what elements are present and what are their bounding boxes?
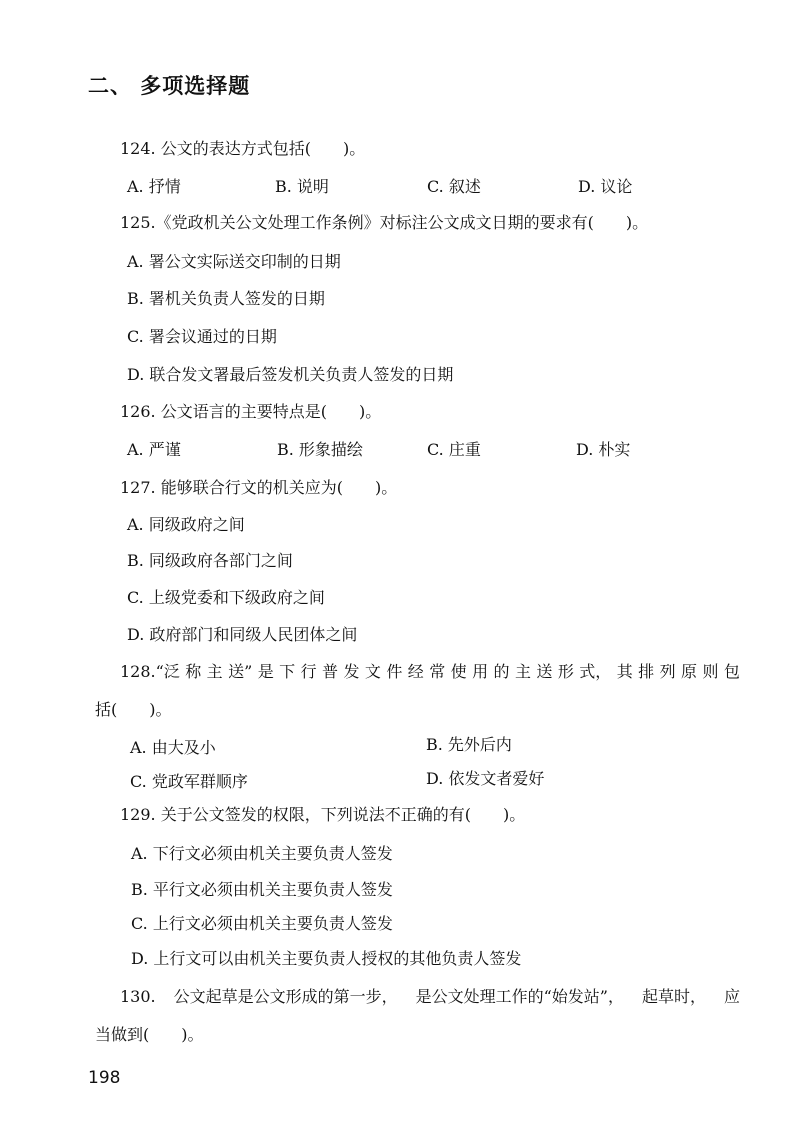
stem-word: 用 [472, 662, 489, 681]
question-125-stem: 125.《党政机关公文处理工作条例》对标注公文成文日期的要求有( )。 [120, 213, 649, 232]
question-124-option-b: B. 说明 [275, 177, 329, 196]
page-number: 198 [88, 1068, 121, 1088]
question-129-option-a: A. 下行文必须由机关主要负责人签发 [131, 844, 393, 863]
stem-word: 其 [616, 662, 633, 681]
question-125-option-c: C. 署会议通过的日期 [127, 327, 277, 346]
stem-word: 是公文处理工作的“始发站”， [415, 987, 624, 1006]
stem-word: 送 [536, 662, 553, 681]
stem-word: 128.“泛 [120, 662, 180, 681]
stem-word: 发 [343, 662, 360, 681]
question-128-option-c: C. 党政军群顺序 [130, 772, 248, 791]
stem-word: 形 [557, 662, 574, 681]
stem-word: 包 [723, 662, 740, 681]
stem-word: 公文起草是公文形成的第一步， [173, 987, 398, 1006]
question-125-option-b: B. 署机关负责人签发的日期 [127, 289, 325, 308]
question-128-option-a: A. 由大及小 [130, 738, 216, 757]
question-124-option-d: D. 议论 [578, 177, 633, 196]
stem-word: 起草时， [641, 987, 706, 1006]
question-126-option-d: D. 朴实 [576, 440, 631, 459]
stem-word: 应 [723, 987, 740, 1006]
question-125-option-d: D. 联合发文署最后签发机关负责人签发的日期 [127, 365, 454, 384]
stem-word: 文 [364, 662, 381, 681]
stem-word: 的 [493, 662, 510, 681]
stem-word: 使 [450, 662, 467, 681]
stem-word: 130. [120, 987, 156, 1006]
stem-word: 称 [185, 662, 202, 681]
question-126-option-c: C. 庄重 [427, 440, 481, 459]
section-title: 二、 多项选择题 [88, 74, 251, 98]
question-128-option-b: B. 先外后内 [426, 735, 512, 754]
stem-word: 常 [429, 662, 446, 681]
question-129-option-c: C. 上行文必须由机关主要负责人签发 [131, 914, 393, 933]
stem-word: 原 [681, 662, 698, 681]
stem-word: 是 [257, 662, 274, 681]
question-126-option-b: B. 形象描绘 [277, 440, 363, 459]
question-129-option-b: B. 平行文必须由机关主要负责人签发 [131, 880, 393, 899]
question-127-option-a: A. 同级政府之间 [127, 515, 245, 534]
question-127-option-d: D. 政府部门和同级人民团体之间 [127, 625, 358, 644]
question-127-stem: 127. 能够联合行文的机关应为( )。 [120, 478, 398, 497]
question-125-option-a: A. 署公文实际送交印制的日期 [127, 252, 341, 271]
question-127-option-b: B. 同级政府各部门之间 [127, 551, 293, 570]
stem-word: 普 [322, 662, 339, 681]
stem-word: 式， [579, 662, 612, 681]
stem-word: 则 [702, 662, 719, 681]
stem-word: 主 [514, 662, 531, 681]
stem-word: 送” [228, 662, 253, 681]
question-124-option-a: A. 抒情 [127, 177, 181, 196]
question-128-stem-continued: 括( )。 [95, 700, 172, 719]
stem-word: 经 [407, 662, 424, 681]
question-130-stem-continued: 当做到( )。 [95, 1025, 204, 1044]
stem-word: 行 [300, 662, 317, 681]
question-129-stem: 129. 关于公文签发的权限，下列说法不正确的有( )。 [120, 805, 526, 824]
stem-word: 主 [206, 662, 223, 681]
question-124-stem: 124. 公文的表达方式包括( )。 [120, 139, 366, 158]
question-129-option-d: D. 上行文可以由机关主要负责人授权的其他负责人签发 [131, 949, 522, 968]
stem-word: 下 [279, 662, 296, 681]
question-126-stem: 126. 公文语言的主要特点是( )。 [120, 402, 382, 421]
stem-word: 件 [386, 662, 403, 681]
stem-word: 排 [638, 662, 655, 681]
question-128-option-d: D. 依发文者爱好 [426, 769, 545, 788]
question-127-option-c: C. 上级党委和下级政府之间 [127, 588, 325, 607]
question-126-option-a: A. 严谨 [127, 440, 181, 459]
stem-word: 列 [659, 662, 676, 681]
question-130-stem [120, 986, 740, 1008]
question-128-stem [120, 661, 740, 683]
question-124-option-c: C. 叙述 [427, 177, 481, 196]
